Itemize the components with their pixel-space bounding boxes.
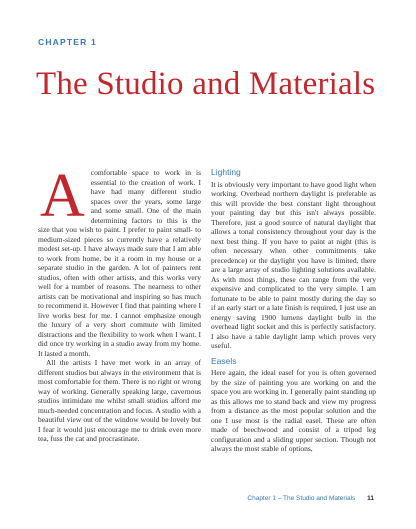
left-column xyxy=(38,162,201,444)
body-paragraph: Here again, the ideal easel for you is often governed by the size of painting you are working on and the space you are working in. I generally paint standing up as this allows me to stand back and view my progress from a distance as the most popular solution and the one I use most is the radial easel. These are often made of beechwood and consist of a tripod leg configuration and a sliding upper section. Though not always the most stable of options, xyxy=(211,368,376,453)
body-paragraph: It is obviously very important to have good light when working. Overhead northern daylight is preferable as this will provide the best constant light throughout your painting day but this isn't always possible. Therefore, just a good source of natural daylight that allows a tonal consistency throughout your day is the next best thing. If you have to paint at night (this is often necessary when other commitments take precedence) or the daylight you have is limited, there are a large array of studio lighting solutions available. As with most things, these can range from the very expensive and complicated to the very simple. I am fortunate to be able to paint mostly during the day so if an early start or a late finish is required, I just use an energy saving 1900 lumens daylight bulb in the overhead light socket and this is perfectly satisfactory. I also have a table daylight lamp which proves very useful. xyxy=(211,179,376,350)
page-footer xyxy=(247,495,374,502)
body-paragraph: comfortable space to work in is essential to the creation of work. I have had many different studio spaces over the years, some large and some small. One of the main determining factors to this is the size that you wish to paint. I prefer to paint small- to medium-sized pieces so currently have a relatively modest set-up. I have always made sure that I am able to work from home, be it a room in my house or a separate studio in the garden. A lot of painters rent studios, often with other artists, and this works very well for a number of reasons. The nearness to other artists can be motivational and inspiring so has much to recommend it. However I find that painting where I live works best for me. I cannot emphasize enough the luxury of a very short commute with limited distractions and the flexibility to work when I want. I did once try working in a studio away from my home. It lasted a month. xyxy=(38,168,201,358)
running-head: Chapter 1 – The Studio and Materials xyxy=(247,495,356,502)
drop-cap: A xyxy=(40,162,85,230)
page-number: 11 xyxy=(367,495,374,502)
section-heading-easels: Easels xyxy=(211,355,237,366)
right-column xyxy=(211,168,376,454)
section-heading-lighting: Lighting xyxy=(211,167,241,177)
body-paragraph: All the artists I have met work in an array of different studios but always in the environment that is most comfortable for them. There is no right or wrong way of working. Generally speaking large, cavernous studios intimidate me whilst small studios afford me much-needed concentration and focus. A studio with a beautiful view out of the window would be lovely but I fear it would just encourage me to drink even more tea, fuss the cat and procrastinate. xyxy=(38,358,201,443)
chapter-label: CHAPTER 1 xyxy=(38,37,97,47)
page-title: The Studio and Materials xyxy=(36,66,376,102)
